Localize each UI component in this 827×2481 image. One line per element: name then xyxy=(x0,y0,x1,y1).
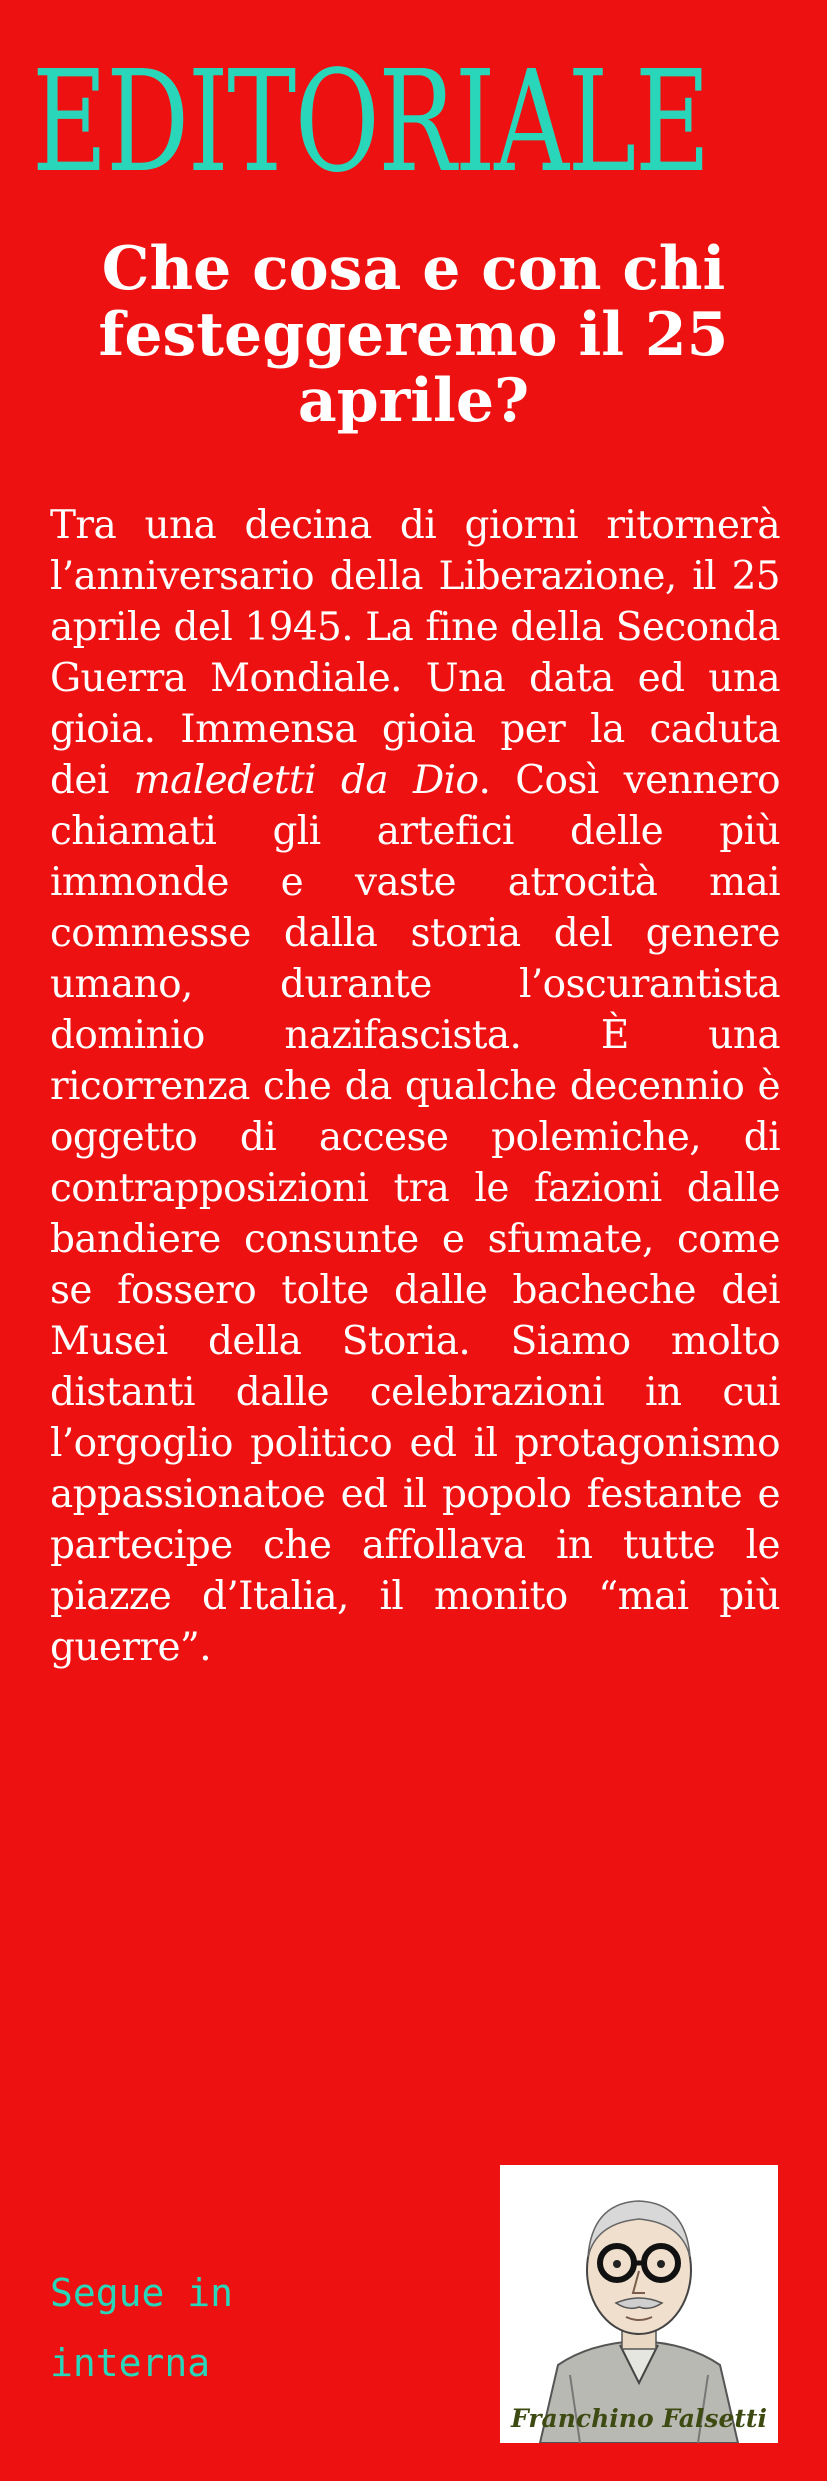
continued-note xyxy=(50,2258,320,2398)
article-headline: Che cosa e con chi festeggeremo il 25 aprile? xyxy=(98,234,729,436)
masthead-title: EDITORIALE xyxy=(32,41,710,204)
continued-note-line-1: Segue in xyxy=(50,2271,234,2315)
article-body-part-1: Tra una decina di giorni ritornerà l’anniversario della Liberazione, il 25 aprile del 1945. La fine della Seconda Guerra Mondiale. Una data ed una gioia. Immensa gioia per la caduta dei xyxy=(50,503,780,803)
article-body-italic: maledetti da Dio xyxy=(133,758,479,803)
article-body xyxy=(50,500,780,1673)
author-portrait-drawing xyxy=(500,2165,778,2443)
author-signature: Franchino Falsetti xyxy=(511,2404,767,2433)
continued-note-line-2: interna xyxy=(50,2341,211,2385)
article-body-part-2: . Così vennero chiamati gli artefici delle più immonde e vaste atrocità mai commesse dalla storia del genere umano, durante l’oscurantista dominio nazifascista. È una ricorrenza che da qualche decennio è oggetto di accese polemiche, di contrapposizioni tra le fazioni dalle bandiere consunte e sfumate, come se fossero tolte dalle bacheche dei Musei della Storia. Siamo molto distanti dalle celebrazioni in cui l’orgoglio politico ed il protagonismo appassionatoe ed il popolo festante e partecipe che affollava in tutte le piazze d’Italia, il monito “mai più guerre”. xyxy=(50,758,780,1670)
author-portrait xyxy=(500,2165,778,2443)
